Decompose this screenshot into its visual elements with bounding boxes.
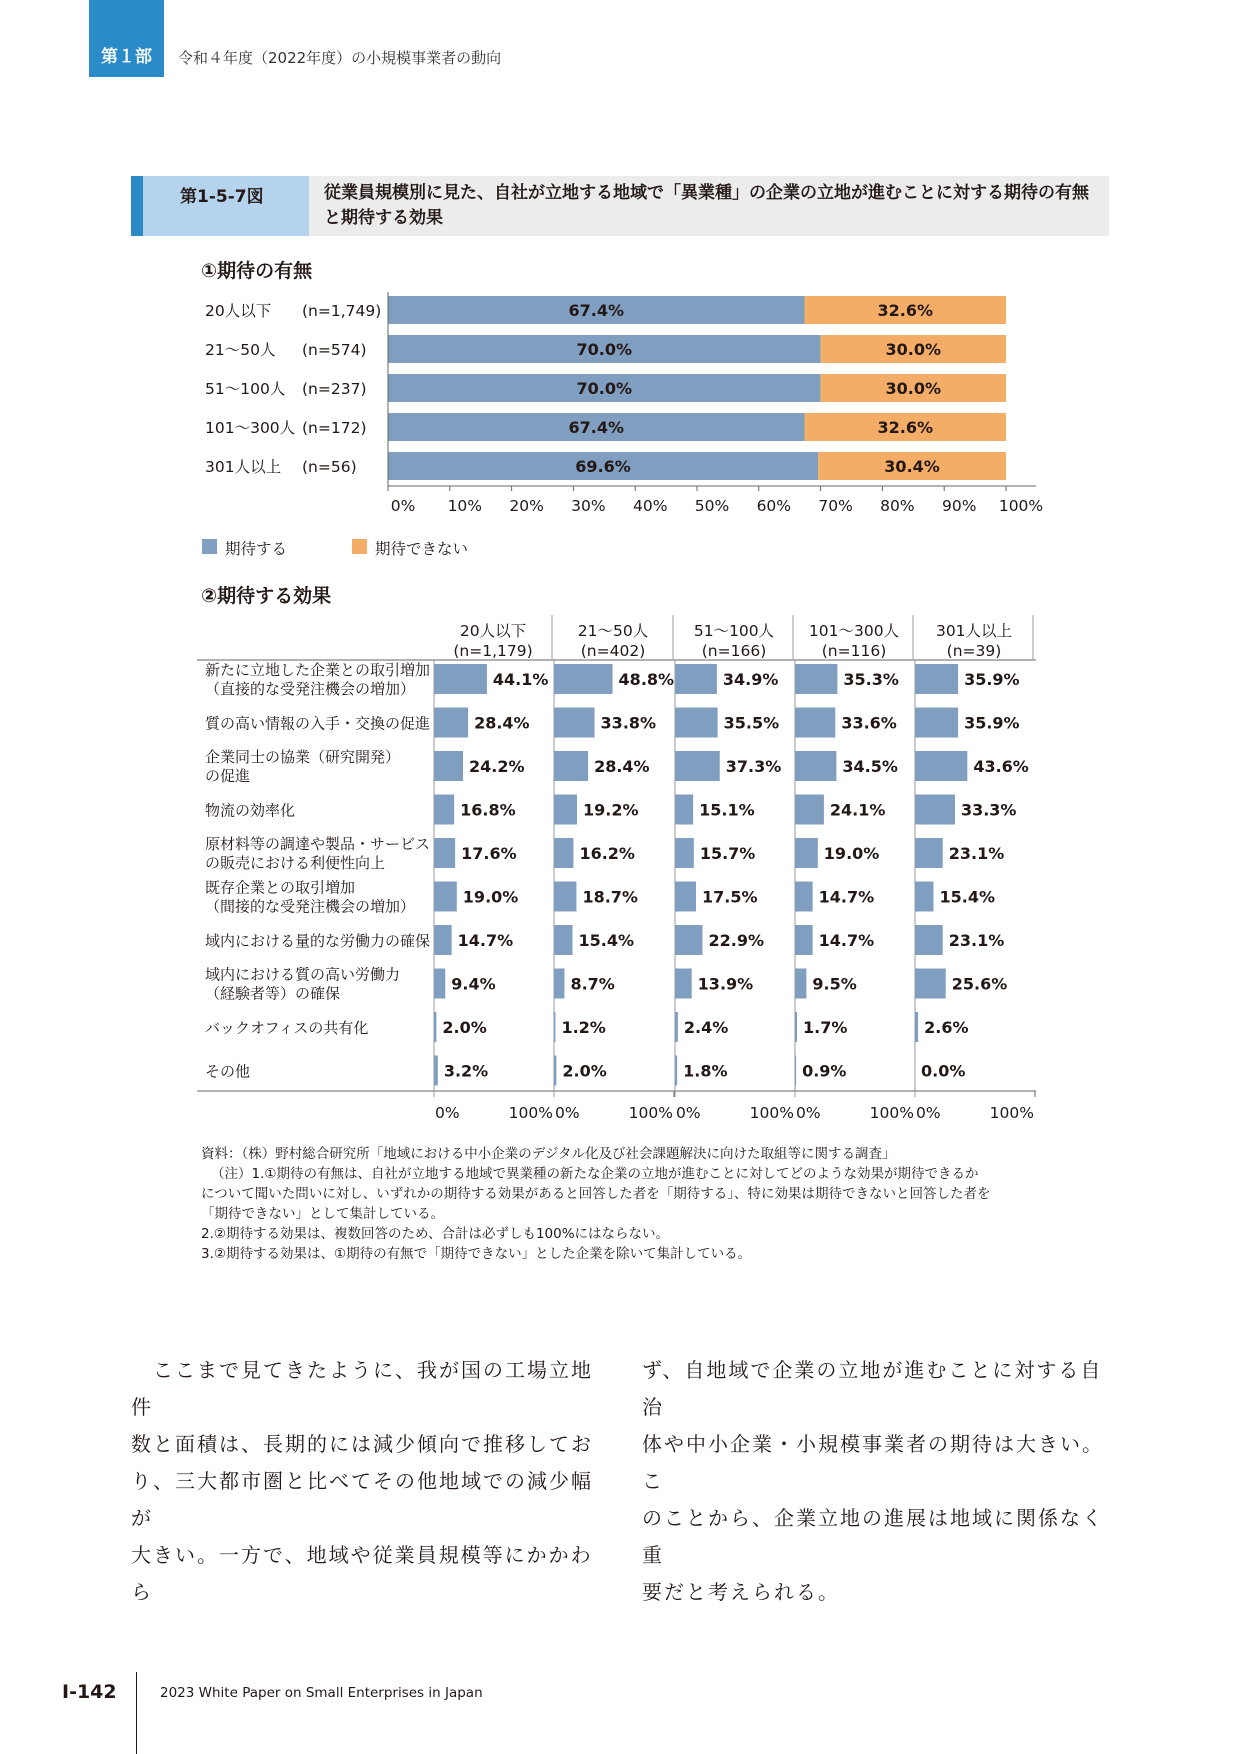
note-line: 「期待できない」として集計している。	[201, 1206, 444, 1222]
body-line: のことから、企業立地の進展は地域に関係なく重	[642, 1506, 1104, 1567]
note-line: （注）1.①期待の有無は、自社が立地する地域で異業種の新たな企業の立地が進むことに対してどのような効果が期待できるか	[211, 1166, 979, 1182]
chart2-bar	[795, 838, 818, 868]
chart1-category-label: 301人以上	[205, 458, 282, 476]
chart2-category-label: の促進	[205, 767, 251, 785]
chart1-data-label: 69.6%	[575, 457, 631, 476]
chart2-bar	[675, 1012, 678, 1042]
chart2-data-label: 24.1%	[829, 800, 886, 820]
chart2-data-label: 15.4%	[939, 887, 995, 907]
chart2-bar	[434, 882, 457, 912]
body-line: 要だと考えられる。	[642, 1580, 840, 1604]
chart2-bar	[675, 1056, 677, 1086]
chart2-data-label: 17.5%	[702, 887, 758, 907]
chart2-panel-title: 21～50人	[577, 622, 649, 640]
chart2-bar	[675, 795, 693, 825]
footer-divider	[136, 1672, 137, 1754]
chart1-data-label: 32.6%	[877, 418, 934, 437]
chart2-bar	[795, 664, 837, 694]
chart2-bar	[434, 1012, 436, 1042]
chart1-x-tick-label: 80%	[880, 497, 915, 515]
body-text-left	[131, 1352, 611, 1611]
chart1-x-tick-label: 30%	[571, 497, 606, 515]
chart2-data-label: 43.6%	[973, 757, 1029, 776]
chart2-bar	[554, 969, 564, 999]
chart1-sample-size: (n=1,749)	[302, 302, 382, 320]
chart1-sample-size: (n=56)	[302, 458, 357, 476]
chart1-data-label: 67.4%	[568, 418, 625, 437]
chart2-bar	[434, 925, 452, 955]
chart2-panel-title: 51～100人	[693, 622, 775, 640]
chart2-data-label: 16.8%	[460, 800, 516, 820]
chart2-data-label: 35.9%	[964, 670, 1020, 689]
figure-title: 従業員規模別に見た、自社が立地する地域で「異業種」の企業の立地が進むことに対する期待の有無と期待する効果	[324, 183, 1089, 228]
chart2-bar	[554, 925, 572, 955]
chart2-data-label: 34.5%	[842, 757, 898, 776]
chart1-category-label: 51～100人	[205, 380, 286, 398]
part-title: 令和４年度（2022年度）の小規模事業者の動向	[178, 49, 502, 67]
chart2-panel-n: (n=116)	[821, 642, 887, 660]
chart2-category-label: 原材料等の調達や製品・サービス	[205, 835, 431, 853]
chart2-category-label: （経験者等）の確保	[205, 984, 341, 1003]
chart2-panel-n: (n=1,179)	[453, 642, 533, 660]
chart2-bar	[675, 751, 720, 781]
chart2-bar	[795, 969, 806, 999]
chart2-bar	[675, 925, 702, 955]
chart2-bar	[795, 708, 835, 738]
chart1-data-label: 30.0%	[885, 379, 942, 398]
note-line: 3.②期待する効果は、①期待の有無で「期待できない」とした企業を除いて集計している。	[201, 1246, 752, 1262]
chart2-bar	[675, 882, 696, 912]
chart2-bar	[554, 751, 588, 781]
chart1-x-tick-label: 40%	[632, 497, 668, 515]
chart2-category-label: バックオフィスの共有化	[205, 1019, 369, 1037]
chart2-data-label: 14.7%	[457, 931, 514, 950]
chart1-category-label: 101～300人	[205, 419, 296, 437]
chart2-x-tick-label: 100%	[989, 1104, 1034, 1122]
chart2-data-label: 19.2%	[583, 800, 639, 820]
chart2-data-label: 28.4%	[594, 757, 650, 776]
chart2-bar	[915, 795, 955, 825]
chart1-data-label: 70.0%	[576, 340, 633, 359]
chart2-panel-title: 101～300人	[808, 622, 900, 640]
chart2-x-tick-label: 100%	[869, 1104, 914, 1122]
chart2-data-label: 3.2%	[443, 1061, 489, 1081]
chart2-data-label: 1.2%	[561, 1018, 606, 1037]
body-line: 大きい。一方で、地域や従業員規模等にかかわら	[131, 1543, 593, 1604]
chart2-data-label: 1.8%	[683, 1061, 728, 1081]
source-notes	[201, 1144, 1101, 1264]
chart2-category-label: の販売における利便性向上	[205, 854, 386, 872]
chart2-category-label: 既存企業との取引増加	[205, 878, 356, 897]
chart2-data-label: 0.9%	[802, 1061, 847, 1081]
chart2-category-label: 企業同士の協業（研究開発）	[205, 748, 401, 766]
chart2-bar	[795, 1012, 797, 1042]
chart2-data-label: 33.6%	[841, 713, 897, 733]
chart1-title: ①期待の有無	[201, 260, 313, 282]
chart2-data-label: 8.7%	[570, 974, 615, 994]
chart1-data-label: 70.0%	[576, 379, 633, 398]
chart2-data-label: 35.9%	[964, 713, 1020, 733]
legend-swatch-not-expect	[352, 539, 367, 554]
chart2-bar	[434, 969, 445, 999]
chart2-x-tick-label: 100%	[628, 1104, 673, 1122]
chart2-x-tick-label: 0%	[796, 1104, 821, 1122]
chart1-sample-size: (n=574)	[302, 341, 367, 359]
chart1-x-tick-label: 100%	[998, 497, 1044, 515]
chart2-category-label: （間接的な受発注機会の増加）	[205, 897, 416, 916]
chart2-category-label: 物流の効率化	[205, 801, 296, 820]
chart2-data-label: 2.4%	[683, 1018, 729, 1037]
chart2-bar	[434, 838, 455, 868]
chart2-x-tick-label: 0%	[435, 1104, 460, 1122]
page-number: I-142	[62, 1681, 117, 1703]
chart2-bar	[915, 925, 943, 955]
chart2-data-label: 35.5%	[723, 713, 780, 733]
chart2-bar	[915, 708, 958, 738]
chart2-bar	[554, 664, 613, 694]
chart2-bar	[434, 1056, 438, 1086]
chart2-data-label: 2.6%	[924, 1018, 969, 1037]
chart2-bar	[795, 751, 836, 781]
chart2-data-label: 23.1%	[948, 844, 1005, 863]
chart2-data-label: 44.1%	[492, 670, 549, 689]
chart2-bar	[795, 1056, 796, 1086]
note-line: 2.②期待する効果は、複数回答のため、合計は必ずしも100%にはならない。	[201, 1226, 670, 1242]
chart2-bar	[915, 838, 943, 868]
chart1-category-label: 21～50人	[205, 341, 276, 359]
body-line: ず、自地域で企業の立地が進むことに対する自治	[642, 1358, 1103, 1419]
note-line: について聞いた問いに対し、いずれかの期待する効果があると回答した者を「期待する」、特に効果は期待できないと回答した者を	[201, 1186, 991, 1202]
chart2-data-label: 35.3%	[843, 670, 899, 689]
chart2-panel-n: (n=166)	[701, 642, 767, 660]
chart2-category-label: 域内における量的な労働力の確保	[205, 932, 431, 950]
chart2-bar	[554, 838, 573, 868]
chart2-category-label: 域内における質の高い労働力	[205, 965, 401, 984]
chart2-data-label: 15.4%	[578, 931, 634, 950]
chart1-data-label: 30.4%	[884, 457, 940, 476]
chart2-x-tick-label: 0%	[676, 1104, 701, 1122]
chart1-data-label: 32.6%	[877, 301, 934, 320]
chart1-category-label: 20人以下	[205, 302, 272, 320]
chart1-x-tick-label: 90%	[941, 497, 977, 515]
chart2-title: ②期待する効果	[201, 585, 332, 607]
chart2-bar	[675, 664, 717, 694]
body-text-right	[642, 1352, 1122, 1611]
chart1-x-tick-label: 20%	[509, 497, 544, 515]
chart2-data-label: 9.4%	[451, 974, 496, 994]
chart2-bar	[915, 751, 967, 781]
chart1-x-tick-label: 0%	[390, 497, 416, 515]
chart2-data-label: 14.7%	[818, 931, 875, 950]
chart2-data-label: 16.2%	[579, 844, 635, 863]
chart2-data-label: 37.3%	[725, 757, 782, 776]
chart2-x-tick-label: 0%	[555, 1104, 580, 1122]
chart2-bar	[915, 664, 958, 694]
body-line: 体や中小企業・小規模事業者の期待は大きい。こ	[642, 1432, 1104, 1493]
chart2-data-label: 17.6%	[461, 844, 517, 863]
chart2-bar	[915, 969, 946, 999]
chart2-data-label: 33.3%	[960, 800, 1017, 820]
chart2-panel-n: (n=402)	[580, 642, 646, 660]
chart2-data-label: 34.9%	[722, 670, 779, 689]
chart1-x-tick-label: 10%	[447, 497, 483, 515]
chart2-bar	[675, 838, 694, 868]
chart2-category-label: （直接的な受発注機会の増加）	[205, 680, 416, 698]
body-line: 数と面積は、長期的には減少傾向で推移してお	[131, 1432, 593, 1456]
chart2-bar	[795, 795, 824, 825]
chart1-data-label: 67.4%	[568, 301, 625, 320]
chart2-bar	[675, 708, 718, 738]
chart2-data-label: 2.0%	[562, 1061, 607, 1081]
chart2-bar	[554, 882, 576, 912]
chart2-panel-n: (n=39)	[946, 642, 1002, 660]
chart1-x-tick-label: 70%	[818, 497, 853, 515]
chart2-data-label: 15.1%	[699, 800, 755, 820]
chart1-sample-size: (n=237)	[302, 380, 367, 398]
publication-title: 2023 White Paper on Small Enterprises in Japan	[160, 1685, 483, 1701]
chart2-panel-title: 301人以上	[935, 622, 1013, 640]
chart2-x-tick-label: 0%	[916, 1104, 941, 1122]
chart2-x-tick-label: 100%	[508, 1104, 553, 1122]
chart2-bar	[554, 1056, 556, 1086]
chart2-category-label: 新たに立地した企業との取引増加	[205, 661, 431, 679]
chart2-data-label: 48.8%	[618, 670, 675, 689]
chart2-data-label: 22.9%	[708, 931, 764, 950]
chart2-category-label: その他	[205, 1062, 251, 1081]
legend-label-not-expect: 期待できない	[375, 540, 469, 558]
chart2-bar	[554, 1012, 555, 1042]
chart2-bar	[795, 925, 813, 955]
chart2-data-label: 24.2%	[469, 757, 525, 776]
chart1-plot	[0, 280, 1241, 520]
chart2-data-label: 19.0%	[823, 844, 880, 863]
chart2-data-label: 23.1%	[948, 931, 1005, 950]
figure-header-stripe	[131, 176, 143, 236]
chart2-bar	[434, 664, 487, 694]
chart2-data-label: 9.5%	[812, 974, 857, 994]
chart2-data-label: 13.9%	[697, 974, 754, 994]
part-tab: 第１部	[89, 0, 164, 77]
source-line: 資料：（株）野村総合研究所「地域における中小企業のデジタル化及び社会課題解決に向けた取組等に関する調査」	[201, 1146, 896, 1162]
chart2-bar	[915, 1012, 918, 1042]
chart2-data-label: 28.4%	[474, 713, 530, 733]
chart2-data-label: 19.0%	[462, 887, 519, 907]
chart2-data-label: 25.6%	[951, 974, 1008, 994]
chart2-data-label: 14.7%	[818, 887, 875, 907]
chart2-data-label: 33.8%	[600, 713, 657, 733]
chart2-bar	[915, 882, 933, 912]
chart2-bar	[434, 751, 463, 781]
chart1-x-tick-label: 60%	[756, 497, 792, 515]
chart1-sample-size: (n=172)	[302, 419, 367, 437]
body-line: ここまで見てきたように、我が国の工場立地件	[131, 1358, 593, 1419]
chart2-category-label: 質の高い情報の入手・交換の促進	[205, 714, 431, 733]
chart2-data-label: 15.7%	[699, 844, 756, 863]
chart2-panel-title: 20人以下	[459, 622, 527, 640]
chart2-bar	[554, 795, 577, 825]
chart2-data-label: 0.0%	[921, 1061, 966, 1081]
chart2-bar	[795, 882, 813, 912]
chart1-x-tick-label: 50%	[694, 497, 730, 515]
chart2-plot	[0, 610, 1241, 1130]
chart2-data-label: 18.7%	[582, 887, 638, 907]
chart1-data-label: 30.0%	[885, 340, 942, 359]
chart2-bar	[434, 795, 454, 825]
figure-number: 第1-5-7図	[180, 187, 264, 207]
chart2-bar	[554, 708, 595, 738]
chart2-data-label: 2.0%	[442, 1018, 487, 1037]
chart2-bar	[434, 708, 468, 738]
chart2-x-tick-label: 100%	[749, 1104, 794, 1122]
body-line: り、三大都市圏と比べてその他地域での減少幅が	[131, 1469, 593, 1530]
legend-swatch-expect	[202, 539, 217, 554]
legend-label-expect: 期待する	[225, 540, 288, 558]
chart2-data-label: 1.7%	[803, 1018, 848, 1037]
chart2-bar	[675, 969, 692, 999]
